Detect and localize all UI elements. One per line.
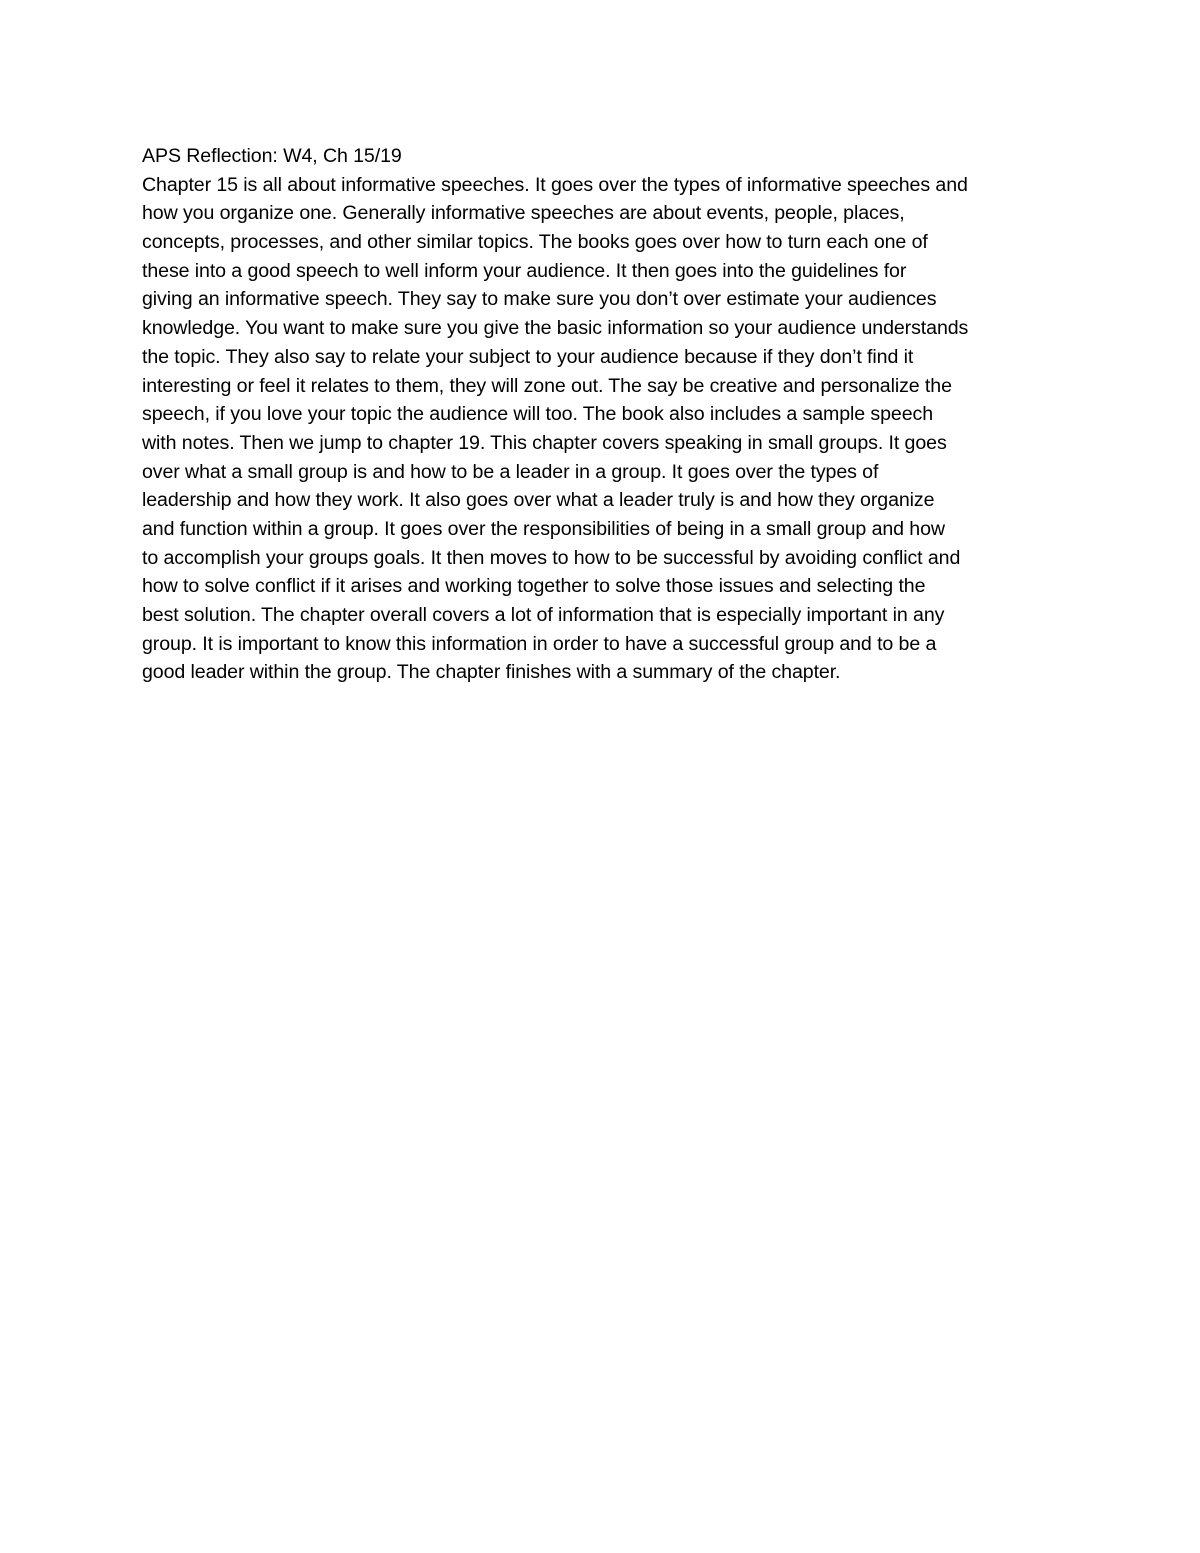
- body-line: best solution. The chapter overall covers a lot of information that is especially important in any: [142, 604, 945, 626]
- body-line: group. It is important to know this information in order to have a successful group and to be a: [142, 632, 937, 655]
- document-content: [142, 142, 1072, 687]
- body-line: how you organize one. Generally informative speeches are about events, people, places,: [142, 202, 905, 225]
- body-line: knowledge. You want to make sure you give the basic information so your audience understands: [142, 317, 969, 340]
- body-line: Chapter 15 is all about informative speeches. It goes over the types of informative speeches and: [142, 173, 968, 196]
- body-line: with notes. Then we jump to chapter 19. This chapter covers speaking in small groups. It goes: [142, 431, 947, 454]
- body-line: these into a good speech to well inform your audience. It then goes into the guidelines for: [142, 259, 907, 282]
- body-line: leadership and how they work. It also goes over what a leader truly is and how they organize: [142, 489, 935, 512]
- document-title: APS Reflection: W4, Ch 15/19: [142, 145, 402, 167]
- body-line: the topic. They also say to relate your subject to your audience because if they don’t find it: [142, 345, 914, 368]
- body-line: giving an informative speech. They say to make sure you don’t over estimate your audiences: [142, 288, 937, 311]
- body-line: interesting or feel it relates to them, they will zone out. The say be creative and personalize the: [142, 374, 952, 397]
- body-line: good leader within the group. The chapter finishes with a summary of the chapter.: [142, 661, 841, 684]
- body-line: concepts, processes, and other similar topics. The books goes over how to turn each one of: [142, 231, 928, 254]
- body-line: to accomplish your groups goals. It then moves to how to be successful by avoiding conflict and: [142, 546, 961, 569]
- body-line: over what a small group is and how to be a leader in a group. It goes over the types of: [142, 460, 879, 483]
- body-line: and function within a group. It goes over the responsibilities of being in a small group and how: [142, 517, 945, 540]
- body-line: how to solve conflict if it arises and working together to solve those issues and selecting the: [142, 575, 926, 598]
- body-line: speech, if you love your topic the audience will too. The book also includes a sample speech: [142, 403, 933, 426]
